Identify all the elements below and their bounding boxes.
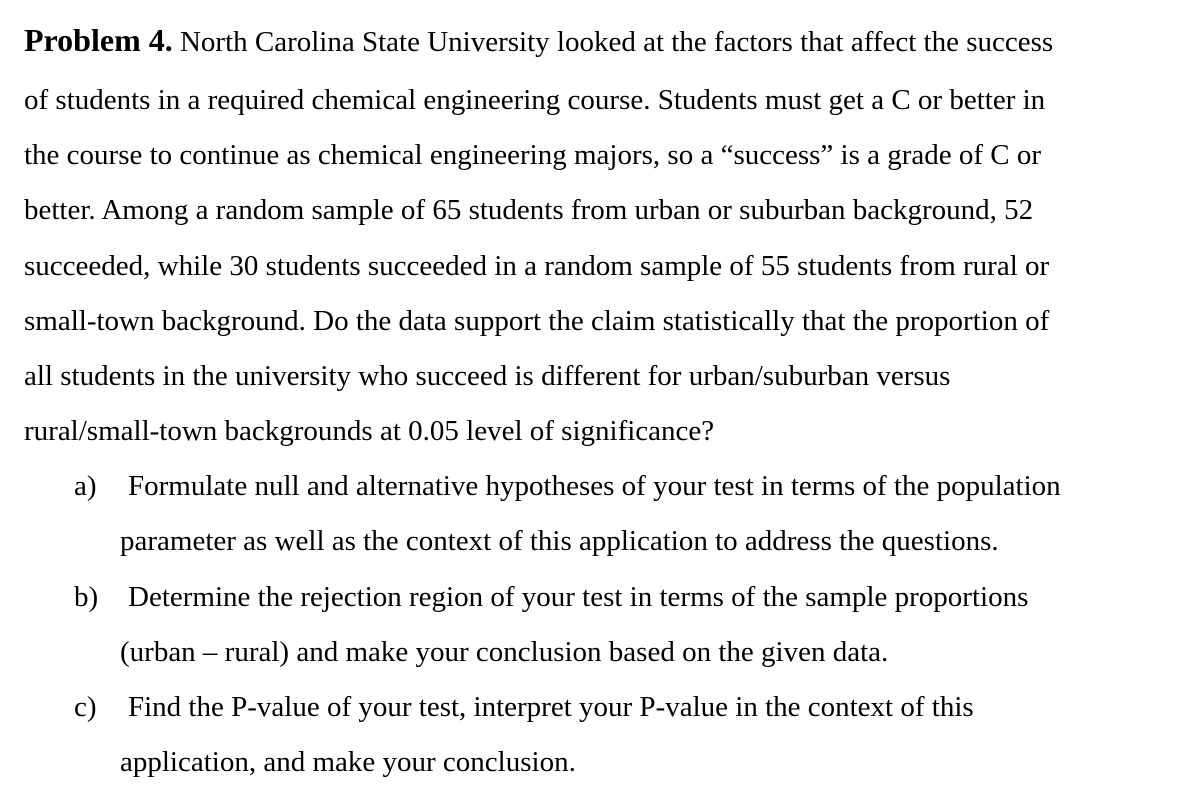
part-b-first-line [0, 579, 1198, 615]
problem-heading: Problem 4. [24, 22, 173, 58]
part-a-line-2: parameter as well as the context of this application to address the questions. [120, 525, 999, 557]
part-a-letter: a) [74, 470, 97, 502]
problem-line-3: the course to continue as chemical engineering majors, so a “success” is a grade of C or [24, 139, 1042, 171]
problem-first-line [24, 22, 1053, 58]
part-c-letter: c) [74, 691, 97, 723]
part-c-line-1: Find the P-value of your test, interpret your P-value in the context of this [128, 691, 974, 723]
part-c-second-line [0, 744, 1198, 780]
problem-line-2: of students in a required chemical engineering course. Students must get a C or better in [24, 84, 1046, 116]
problem-line-5: succeeded, while 30 students succeeded in a random sample of 55 students from rural or [24, 250, 1050, 282]
part-b-letter: b) [74, 581, 99, 613]
part-a-first-line [0, 468, 1198, 504]
part-c-first-line [0, 689, 1198, 725]
problem-line-6: small-town background. Do the data support the claim statistically that the proportion of [24, 305, 1050, 337]
part-a-second-line [0, 523, 1198, 559]
part-b-second-line [0, 634, 1198, 670]
part-b-line-1: Determine the rejection region of your test in terms of the sample proportions [128, 581, 1029, 613]
problem-line-4: better. Among a random sample of 65 students from urban or suburban background, 52 [24, 194, 1034, 226]
part-a-line-1: Formulate null and alternative hypotheses of your test in terms of the population [128, 470, 1061, 502]
problem-line-1: North Carolina State University looked at the factors that affect the success [172, 26, 1054, 58]
part-b-line-2: (urban – rural) and make your conclusion based on the given data. [120, 636, 889, 668]
problem-line-8: rural/small-town backgrounds at 0.05 level of significance? [24, 415, 715, 447]
problem-line-7: all students in the university who succeed is different for urban/suburban versus [24, 360, 951, 392]
part-c-line-2: application, and make your conclusion. [120, 746, 576, 778]
